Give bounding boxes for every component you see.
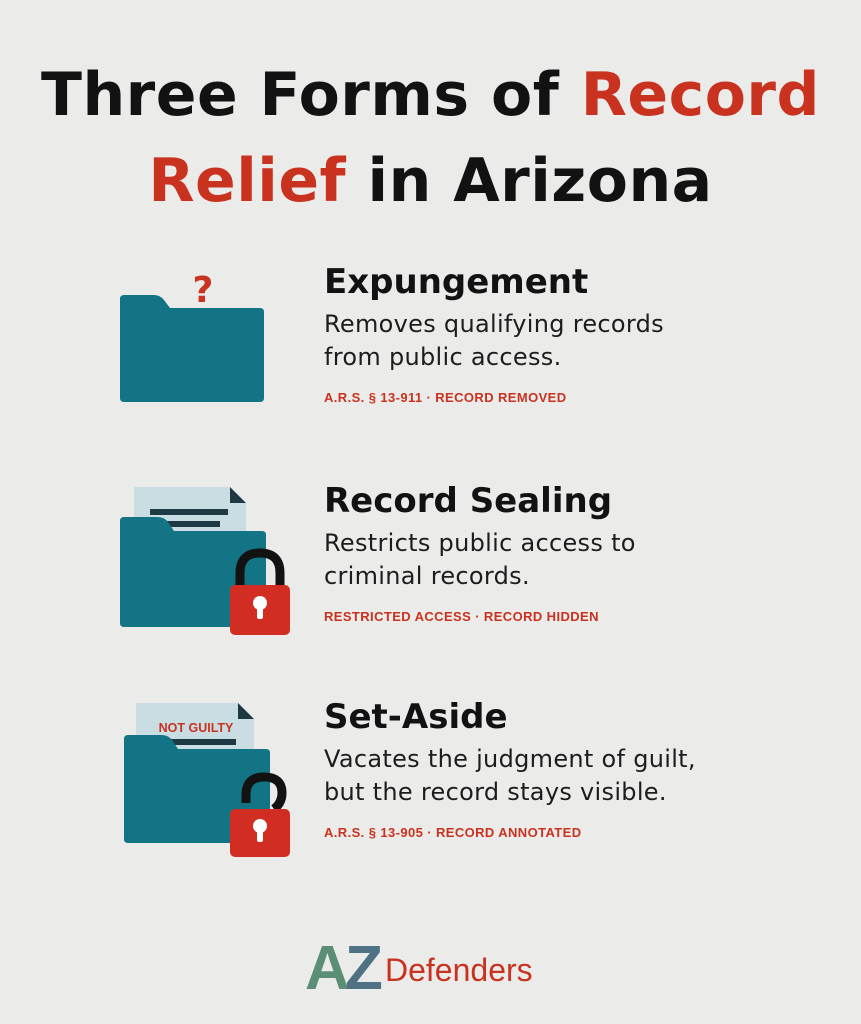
item-description-line-1: Restricts public access to: [324, 529, 636, 557]
item-description-line-2: but the record stays visible.: [324, 778, 667, 806]
item-heading: Expungement: [324, 262, 589, 302]
not-guilty-stamp: NOT GUILTY: [158, 721, 234, 735]
item-statute-tag: A.R.S. § 13-905 · RECORD ANNOTATED: [324, 825, 582, 840]
relief-item-set-aside: [0, 697, 861, 887]
logo-word: Defenders: [385, 952, 533, 988]
unlocked-folder-icon: [110, 697, 310, 867]
locked-folder-icon: [110, 481, 310, 651]
az-defenders-logo: [305, 933, 565, 997]
item-description: [324, 308, 844, 374]
item-status-tag: RESTRICTED ACCESS · RECORD HIDDEN: [324, 609, 599, 624]
title-part-4: in Arizona: [346, 146, 713, 216]
relief-item-record-sealing: [0, 481, 861, 671]
title-highlight-relief: Relief: [148, 146, 347, 216]
item-description-line-2: criminal records.: [324, 562, 530, 590]
item-description-line-1: Removes qualifying records: [324, 310, 664, 338]
question-folder-icon: [110, 262, 310, 432]
item-heading: Record Sealing: [324, 481, 613, 521]
title-highlight-record: Record: [580, 60, 820, 130]
logo-letter-z: Z: [345, 934, 383, 997]
item-statute-tag: A.R.S. § 13-911 · RECORD REMOVED: [324, 390, 567, 405]
page-title: [0, 52, 861, 224]
relief-item-expungement: [0, 262, 861, 452]
item-description-line-1: Vacates the judgment of guilt,: [324, 745, 696, 773]
item-description: [324, 743, 844, 809]
item-description-line-2: from public access.: [324, 343, 562, 371]
logo-letter-a: A: [305, 934, 350, 997]
item-description: [324, 527, 844, 593]
question-mark: ?: [192, 270, 214, 311]
title-part-1: Three Forms of: [41, 60, 581, 130]
item-heading: Set-Aside: [324, 697, 508, 737]
